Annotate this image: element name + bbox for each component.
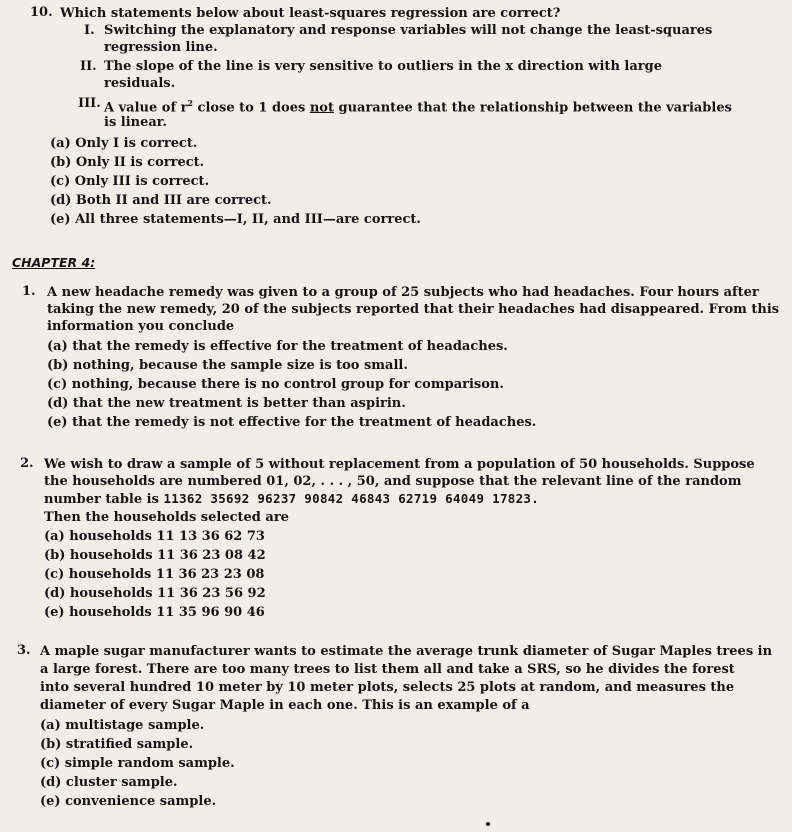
question-stem-line: into several hundred 10 meter by 10 meter plots, selects 25 plots at random, and measures the — [40, 680, 735, 695]
question-stem-line: Then the households selected are — [44, 510, 289, 525]
option-a: (a) households 11 13 36 62 73 — [44, 529, 265, 544]
question-stem-line: We wish to draw a sample of 5 without replacement from a population of 50 households. Suppose — [44, 457, 755, 472]
option-c: (c) nothing, because there is no control group for comparison. — [47, 377, 504, 392]
option-d: (d) Both II and III are correct. — [50, 193, 272, 208]
option-c: (c) Only III is correct. — [50, 174, 210, 189]
option-b: (b) Only II is correct. — [50, 155, 205, 170]
question-number: 2. — [20, 456, 34, 471]
option-c: (c) households 11 36 23 23 08 — [44, 567, 265, 582]
question-number: 10. — [30, 5, 53, 20]
statement-text: Switching the explanatory and response variables will not change the least-squares — [104, 23, 713, 38]
statement-text-part: A value of r — [104, 100, 188, 116]
option-e: (e) households 11 35 96 90 46 — [44, 605, 265, 620]
option-e: (e) that the remedy is not effective for the treatment of headaches. — [47, 415, 537, 430]
answer-options — [40, 716, 235, 811]
question-stem-line: the households are numbered 01, 02, . . . , 50, and suppose that the relevant line of the random — [44, 474, 742, 489]
random-digits: 11362 35692 96237 90842 46843 62719 64049 17823. — [163, 491, 540, 506]
statement-text — [104, 95, 732, 116]
answer-options — [50, 134, 421, 229]
question-stem-line: diameter of every Sugar Maple in each one. This is an example of a — [40, 698, 530, 713]
statement-text-part: close to 1 does — [193, 100, 310, 116]
option-a: (a) Only I is correct. — [50, 136, 198, 151]
question-stem-line: a large forest. There are too many trees to list them all and take a SRS, so he divides the forest — [40, 662, 735, 677]
question-stem-line: taking the new remedy, 20 of the subjects reported that their headaches had disappeared. From this — [47, 302, 780, 317]
option-a: (a) multistage sample. — [40, 718, 205, 733]
statement-text: The slope of the line is very sensitive to outliers in the x direction with large — [104, 59, 662, 74]
question-stem: Which statements below about least-squares regression are correct? — [60, 6, 561, 21]
option-e: (e) All three statements—I, II, and III—are correct. — [50, 212, 421, 227]
underlined-word: not — [309, 100, 334, 116]
answer-options — [47, 337, 536, 432]
question-stem-line: A new headache remedy was given to a group of 25 subjects who had headaches. Four hours after — [47, 285, 759, 300]
question-stem-line — [44, 490, 539, 508]
option-b: (b) stratified sample. — [40, 737, 194, 752]
question-stem-line: information you conclude — [47, 319, 235, 334]
option-d: (d) households 11 36 23 56 92 — [44, 586, 266, 601]
statement-text-part: guarantee that the relationship between the variables — [333, 100, 732, 116]
statement-label: III. — [78, 96, 101, 111]
statement-text: is linear. — [104, 115, 167, 130]
option-b: (b) nothing, because the sample size is too small. — [47, 358, 408, 373]
stem-text-part: number table is — [44, 492, 164, 507]
option-b: (b) households 11 36 23 08 42 — [44, 548, 266, 563]
chapter-heading: CHAPTER 4: — [12, 255, 96, 270]
option-c: (c) simple random sample. — [40, 756, 235, 771]
statement-text: residuals. — [104, 76, 176, 91]
question-number: 3. — [17, 643, 31, 658]
question-stem-line: A maple sugar manufacturer wants to estimate the average trunk diameter of Sugar Maples trees in — [40, 644, 773, 659]
question-number: 1. — [22, 284, 36, 299]
statement-text: regression line. — [104, 40, 218, 55]
statement-label: I. — [84, 23, 95, 38]
answer-options — [44, 527, 266, 622]
option-d: (d) cluster sample. — [40, 775, 178, 790]
option-e: (e) convenience sample. — [40, 794, 217, 809]
option-d: (d) that the new treatment is better than aspirin. — [47, 396, 406, 411]
ink-dot — [486, 822, 490, 826]
superscript: 2 — [187, 98, 193, 108]
statement-label: II. — [80, 59, 97, 74]
option-a: (a) that the remedy is effective for the treatment of headaches. — [47, 339, 508, 354]
